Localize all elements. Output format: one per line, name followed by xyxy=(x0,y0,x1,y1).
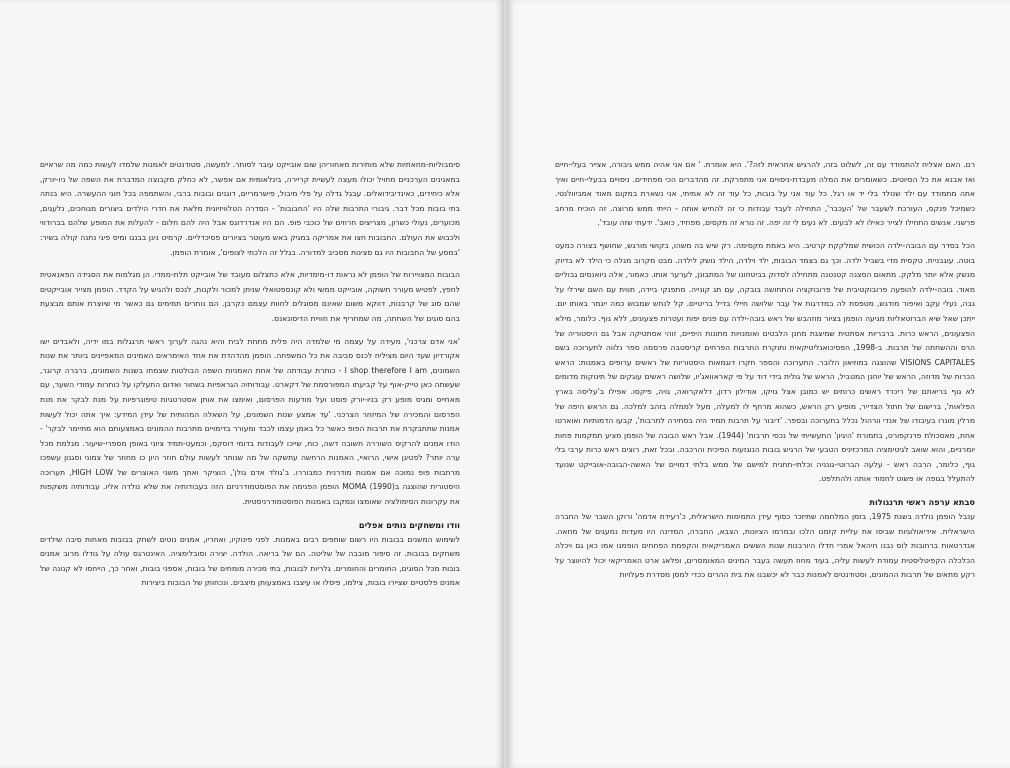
paragraph: הבובות המצויירות של הופמן לא נראות דו-מימדיות, אלא כתצלום מעובד של אובייקט תלת-ממדי. הן מגלמות את הסגידה הפאנאטית לחפץ, לפטיש מעורר תשוקה, אובייקט ממשי ולא קונספטואלי שניתן למכור ולקנות, לנכס ולהגיש על הקדד. הופמן מצייר אובייקטים שהם סוג של קרבנות, דווקא משום שאינם מסוגלים לחוות עצמם כקרבן. הם נותרים תמימים גם כאשר מי שיוצרת אותם מבצעת בהם סוגים של השחתה, מה שמחריף את חוויית הדיסונאנס. xyxy=(40,270,460,323)
paragraph: 'אני אדם צרכני', מעידה על עצמה מי שלמדה היה פלית מתחת לבית והיא נהגה לערוך ראשי תרגגלות במו ידיה, ולאבדים ישו אקורדיון שעד היום מציליח לכנס סביבה את כל המשפחה. הופמן מהדהדת את אחד האימראים האמינים המאפיינים ביותר את שנות השמונים, I shop therefore I am - כותרת עבודתה של אחת האמניות השפה הבולטות שצמחו בשנות השמונים, ברברה קרוגר, שעשתה כאן טייק-אוף על קביעתו המפורסמת של דקארט. עבודותיה הגראפיות בשחור ואדום התעלקו על כותרות עמודי השער, עם מאחייס ומגיס מופע רק בניו-יורק פוסט ועל מודעות הפרסום, ואימצו את אותן אסטרטגיות טיפוגרפיות על מנת לבקר את מנת הפרסום והמכירה של המיזחר הצרכני. 'עד אמצע שנות השמונים, על השאלה המהותית של עידן המידע: איך אתה יכול לעשות אמנות שתתבקרת את תרבות הפופ כאשר כל באמן עצמו לכבד ומעורר בדימויים מתרבות ההמונים באמצעותם הוא מתיימר לבקר' - הודו אמנים להרקיס השוררה חשובה דשה, כוח, שייכו לעבודות בדומי דוסקס, וכמעט-תמיד ציוני באופן מספרי-שיעור. מגלמת מכל ערה יותר? לפטיגן אישי, הרואיי, האמנות הרחשה עתשקה של מה שנותר לעשות עולם חוזר היון כו מחוזר של צמוני וסגנון עשפכו מרתבות פופ נמוכה אם אמנות מודרנית כמבוררו. ב'גולד אדם גולן', הוציקר ואתך משני האוצרים של HIGH LOW, תערוכה היסטורית שהוצגה בMOMA (1990) הופמן הפנימה את הפוסטמודרניזם הזה בעבודותיה את שלא נולדה אליו. עבודותיה משקפות את עקרונות הסימולציה שאומצו ונמקבו באמנות הפוסטמודרניסטית. xyxy=(40,336,460,507)
right-page xyxy=(507,0,1010,768)
left-text-column xyxy=(40,158,460,599)
left-page xyxy=(0,0,504,768)
right-text-column xyxy=(555,158,975,591)
paragraph: סימבוליות-מחאתיות שלא מותירות מאחוריהן שום אובייקט עובר לסוחר. למעשה, סטודנטים לאמנות שלמדו לעשות כמה מה שראיים במאגינים הערכניים מחויל יכולו מעצה לעשיית קריירה, בינלאומית אם אפשר, לא כחלק מקבוצה המדברת את השפה של ניו-יורק, אלא כיחידים, כאינדיבידואלים. עבגל גדלה על פלי מיבול, פישרמריים, דוגנים ובובות ברבי, והשתמפה בכל חוגי ההעשרה. היא בנתה בתי בובות מכל דבר. גיבורי התרבות שלה היו 'החבובות' - הסדרה הטלוויזיונית מלאת את חדרי הילדים ביצורים מגוחכים, נלעגים, מכוערים, נעולי כשרון, מצריצים חרוזים של כוכבי פופ. הם היו אנדרדוגס אבל היה להם חלום - להעלות את המופע שלהם בברודווי ולכבוש את העולם. החבובות חצו את אמריקה במגיק באש מעוטר בציורים פסיכדליים. קרמיט ניגן בבנגו ומיס פיגי נתנה קולה בשיר: 'במסע של החבובות היו גם סצינות מסביב למדורה. בגלל זה הלכתי לצופים', אומרת הופמן. xyxy=(40,160,460,257)
section-heading: סבתא ערפה ראשי תרנגולות xyxy=(869,497,975,508)
paragraph: הכל בסדר עם הבובה-ילדה הכושית שמלקקת קרטיב. היא באמת מקסימה. רק שיש בה משהו, בקושי מורגש, שחושף בצורה כמעט בוטה. עוגבניית. טקסית מדי בשביל ילדה. וכך גם בצמד הבובות, ילד וילדה, הילד נושק לילדה. מבט מקרוב מגלה כי הילד לא בדיוק מנשק אלא יותר מלקק. מתאום הסצנה קטנטנה מתחילה לסדוק בביטחונו של המתבונן, לערער אותו. כאמור, אלה ניואנסים גבוליים מאוד. בובה-ילדה להופעה פרובוקטיבית של פרובוקציה והתחושה בובקה, עם תג קונייה. מתפנקי ביידה, תווית עם השם שירלי על גבה, נעלי עקב ואיפור מודגש, מטפסת לה במדרגות אל עבר שלושה חיילי בדיל בריטיים. קל לנחש שמבוש כמה ייגמר באותו יום. ייתכן שאל שיא הברוטאליות מגיעה הופמן בציור מוזהבש של ראש בובה-ילדה עם פנים יפות ועטרות פצעונים, ללא גוף. כלומר, מילא הפצעונים, הראש כרות. ברבריות אסתטית שמיצגת מחנן הלבטים ואומנויות מתונות היפיים, זוהי אסתטיקה אבל גם היסטוריה של הרס וההשחתה של תרבות. ב-1998, הפסיכואנליטיקאית ותוקרת התרבות הפרחים קריסטבה פרסמה ספר נלווה לתערוכה בשם VISIONS CAPITALES שהוצגה במוזיאון הלובר. התערוכה והספר חקרו דוגמאות היסטוריות של ראשים ערופים באמנות: הראש הכרות של מדוזה, הראש של יוחנן המטביל, הראש של גולית בידי דוד על פי קאראוואג'יו, שלושה ראשים עוגקים של תינוקות מדומים לא גוף בריאתם של ריכרד ראשים כרותים יש כמובן אצל גויקו, אודילון רדון, דלאקרואה, גויה, פיקסו. אפילו ב'עליסה בארץ הפלאות', ברישום של חתול הצדייר, מופיע רק הראש, כשהוא מרחף לו למעלה, מעל לממלה בזהב למלכה. גם הראש היפה של מרלין מונרו בעיבודו של אנדי וורהול נכלל בתערוכה ובספר. 'דיבור על תרבות תמיד היה בסתירה לתרבות', קבעו הדמותיות ואוארטו אחת, מאסכולת פרנקפורט, בתמורת 'היגיון' התעשייתי של נכסי תרבות' (1944). אבל ראש הבובה של הופמן מציע תמקמות פחות יומרניים, והוא שואב לגיטימציה המרכזיניס הטבעי של הרגיש בובות הנוגזעות הפיכית והרכבה. ובכל זאת, רוצים ראש כרות ערבי בלי גוף, כלומר, הרבה ראש - עלעה הברוטי-גונניה וכלתי-תחנית למישם של ממש בלתי דמויים של האשה-הבובה-אובייקט שנועד להתעלל בגופה או פשוט לחמוד אותה ולהתלפט. xyxy=(555,240,976,484)
paragraph: לשימוש המשנים בבובות היו רשום שותפים רבים באמנות. לפני פינוקיו, ואחריו, אמנים נוטים לשחק בבובות מאחות סיבה שילדים משחקים בבובות. זה סיפור מובבה של שליטה. הם של בריאה. הולדה. יצירה וסובלימציה. האינטרגס עולה על גודלו מרוב אמנים בובות מכל הסוגים, החומרים והחומרים. גלריות לבובות, בתי מכירה מומחים של בובות, אספני בובות, ואחר כך, הייחסו לא קנונה של אמנים פלסטיים שציירו בובות, צילמו, פיסלו או עיצבו באמצעותן מיצבים. ונכחותן של הבובות ביצירות xyxy=(40,534,460,588)
section-heading: וודו ומשחקים גותים אפלים xyxy=(358,519,460,530)
paragraph: רם. האם אצליח להתמודד עם זה, לשלוט בזה, להרגיש אחראית לזה?'. היא אומרת. ' אם אני אהיה ממש גיבורה, אצייר בעלי-חיים ואז אבנא את כל הסיוטים. כשאומרים את המלה מעבדת-ניסויים אני מתפרקת. זה מהדברים הכי מפחידים. ניסויים בבעלי-חיים ואיך אתה מתמודד עם ילד שנולד בלי יד או רגל. כל עוד אני על בובות, כל עוד זה לא אמיתי, אני נשארת במקום מאוד אמביוולנטי. כשמיכל פנקס, העורכת לשעבר של 'העכבר', התחילה לעבד עבודות כי זה להחיש אותה - הייתי ממש מרוצה. זה הוכיח מרחב פרשני. אנשים התחילו לצייר כאילו לא לבעים. לא נעים לי זה יפה. זה נורא זה מקסים, מפחיד, כואב'. ידעתי שזה עובד'. xyxy=(555,160,975,228)
paragraph: ענבל הופמן נולדה בשנת 1975, בזמן המלחמה שתיזכר כסוף עידן התמימות הישראלית, כ'רעידת אדמה' ורוקן השבר של החברה הישראלית. אידיאולוגיות שביסו את עליית קזמנו הלכו ובמרמו הציונות, הצבא, החברה, המדינה היו מעדות נמעגים של מחאה. אנדרטאות ברחובות לוס נבנו חיהאל אמרי חדלו היורבנות שנות הששים האמריקאית והקפמת הפחחים הופמנו אמו כאן גם ויכלה הכלכלה הקפיטליסטית עמודת לעשות עליה, בעוד מחוז תעשה בעבר המינים המאומסרים, ופלאג ארט האמריקאי יכול להיווצר על רקע מתאים של תרבות ההמונים, וסטודנטים לאמנות כבר לא יכשבנו את בית ההרים ככדי למסן מסדרת פעלויות xyxy=(555,512,975,580)
